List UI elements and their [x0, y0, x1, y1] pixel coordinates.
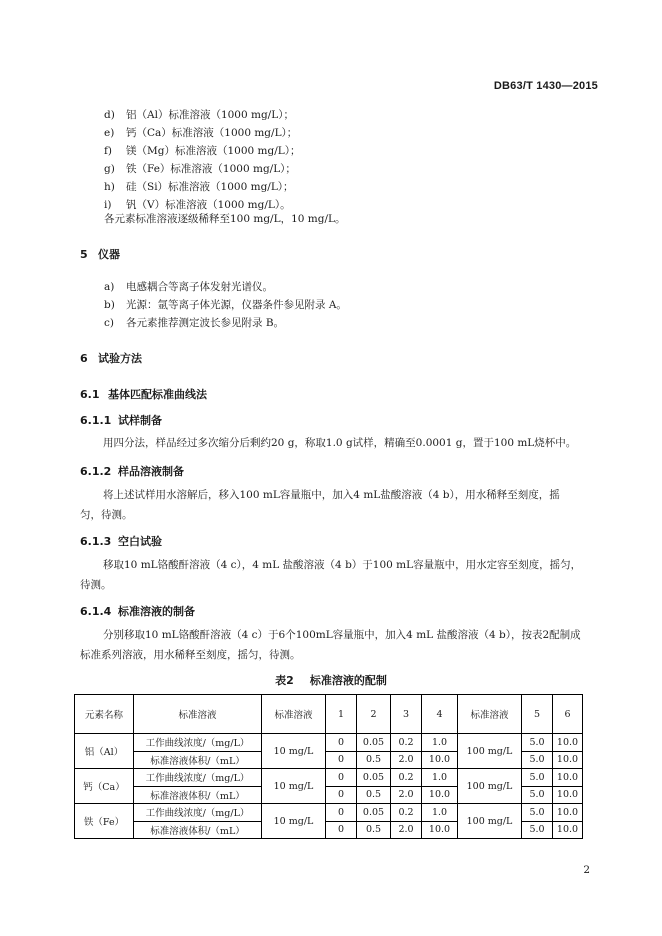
value-cell: 0	[326, 769, 357, 787]
paragraph-line: 移取10 mL铬酸酐溶液（4 c），4 mL 盐酸溶液（4 b）于100 mL容量瓶中，用水定容至刻度，摇匀，	[103, 559, 582, 571]
item-text: 光源：氩等离子体光源，仪器条件参见附录 A。	[126, 299, 347, 311]
value-cell: 10.0	[553, 751, 583, 769]
item-text: 钒（V）标准溶液（1000 mg/L）。	[126, 199, 291, 211]
std-conc-cell: 10 mg/L	[262, 769, 326, 804]
document-code: DB63/T 1430—2015	[493, 80, 598, 92]
section-6-1-2-heading	[80, 463, 184, 479]
header-col-3: 3	[391, 695, 422, 734]
std-conc-cell: 100 mg/L	[458, 804, 522, 839]
item-label: e)	[104, 127, 115, 139]
value-cell: 0.2	[391, 734, 422, 752]
value-cell: 10.0	[422, 751, 458, 769]
row-label-cell: 标准溶液体积/（mL）	[134, 751, 262, 769]
section-number: 6.1.3	[80, 535, 112, 548]
value-cell: 5.0	[522, 804, 553, 822]
paragraph-line: 将上述试样用水溶解后，移入100 mL容量瓶中，加入4 mL盐酸溶液（4 b），用水稀释至刻度，摇	[103, 489, 560, 501]
header-standard-solution: 标准溶液	[134, 695, 262, 734]
item-label: c)	[104, 317, 114, 329]
item-text: 钙（Ca）标准溶液（1000 mg/L）；	[126, 127, 298, 139]
item-text: 铝（Al）标准溶液（1000 mg/L）；	[126, 109, 294, 121]
value-cell: 5.0	[522, 821, 553, 839]
row-label-cell: 标准溶液体积/（mL）	[134, 821, 262, 839]
section-title: 试验方法	[98, 352, 142, 365]
item-label: h)	[104, 181, 115, 193]
paragraph-line: 匀，待测。	[80, 509, 133, 521]
value-cell: 5.0	[522, 769, 553, 787]
row-label-cell: 工作曲线浓度/（mg/L）	[134, 734, 262, 752]
paragraph-6-1-1	[103, 433, 576, 453]
row-label-cell: 标准溶液体积/（mL）	[134, 786, 262, 804]
table-number: 表2	[275, 674, 294, 687]
section-number: 6.1.4	[80, 605, 112, 618]
value-cell: 0	[326, 821, 357, 839]
reagent-item-g	[104, 162, 296, 176]
item-label: a)	[104, 281, 115, 293]
reagent-item-e	[104, 126, 297, 140]
item-text: 各元素推荐测定波长参见附录 B。	[126, 317, 285, 329]
paragraph-line: 待测。	[80, 579, 112, 591]
header-standard-solution-2: 标准溶液	[458, 695, 522, 734]
value-cell: 1.0	[422, 734, 458, 752]
value-cell: 10.0	[422, 786, 458, 804]
value-cell: 0	[326, 734, 357, 752]
value-cell: 0.2	[391, 804, 422, 822]
item-text: 镁（Mg）标准溶液（1000 mg/L）；	[126, 145, 301, 157]
reagent-item-d	[104, 108, 294, 122]
std-conc-cell: 10 mg/L	[262, 734, 326, 769]
element-name-cell: 铝（Al）	[75, 734, 134, 769]
item-text: 硅（Si）标准溶液（1000 mg/L）；	[126, 181, 294, 193]
std-conc-cell: 10 mg/L	[262, 804, 326, 839]
paragraph-6-1-3	[80, 555, 581, 595]
section-5-heading	[80, 246, 120, 262]
section-number: 6	[80, 352, 88, 365]
header-col-1: 1	[326, 695, 357, 734]
value-cell: 5.0	[522, 734, 553, 752]
table-title: 标准溶液的配制	[309, 674, 387, 687]
section-title: 标准溶液的制备	[118, 605, 195, 618]
value-cell: 0	[326, 751, 357, 769]
row-label-cell: 工作曲线浓度/（mg/L）	[134, 804, 262, 822]
reagent-note: 各元素标准溶液逐级稀释至100 mg/L，10 mg/L。	[104, 213, 346, 225]
value-cell: 2.0	[391, 821, 422, 839]
item-text: 铁（Fe）标准溶液（1000 mg/L）；	[126, 163, 296, 175]
std-conc-cell: 100 mg/L	[458, 734, 522, 769]
section-title: 基体匹配标准曲线法	[108, 388, 207, 401]
item-label: g)	[104, 163, 115, 175]
paragraph-line: 标准系列溶液，用水稀释至刻度，摇匀，待测。	[80, 649, 301, 661]
header-standard-solution-1: 标准溶液	[262, 695, 326, 734]
value-cell: 10.0	[553, 734, 583, 752]
value-cell: 0	[326, 786, 357, 804]
header-col-2: 2	[357, 695, 391, 734]
value-cell: 5.0	[522, 751, 553, 769]
header-element-name: 元素名称	[75, 695, 134, 734]
table-row	[75, 769, 583, 787]
value-cell: 0.5	[357, 786, 391, 804]
section-title: 样品溶液制备	[118, 465, 184, 478]
section-number: 6.1	[80, 388, 100, 401]
value-cell: 0.05	[357, 769, 391, 787]
value-cell: 0.05	[357, 804, 391, 822]
value-cell: 1.0	[422, 769, 458, 787]
instrument-item-b	[104, 298, 347, 312]
item-text: 电感耦合等离子体发射光谱仪。	[126, 281, 273, 293]
element-name-cell: 铁（Fe）	[75, 804, 134, 839]
header-col-6: 6	[553, 695, 583, 734]
value-cell: 2.0	[391, 751, 422, 769]
table-header-row	[75, 695, 583, 734]
value-cell: 0	[326, 804, 357, 822]
header-col-5: 5	[522, 695, 553, 734]
table-row	[75, 804, 583, 822]
section-6-1-1-heading	[80, 412, 162, 428]
header-col-4: 4	[422, 695, 458, 734]
page-number: 2	[583, 864, 590, 876]
section-title: 仪器	[98, 248, 120, 261]
paragraph-6-1-4	[80, 625, 581, 665]
section-title: 试样制备	[118, 414, 162, 427]
item-label: b)	[104, 299, 115, 311]
value-cell: 0.05	[357, 734, 391, 752]
value-cell: 0.5	[357, 751, 391, 769]
section-6-1-3-heading	[80, 533, 162, 549]
reagent-item-f	[104, 144, 300, 158]
value-cell: 10.0	[553, 769, 583, 787]
paragraph-6-1-2	[80, 485, 560, 525]
section-number: 6.1.2	[80, 465, 112, 478]
value-cell: 2.0	[391, 786, 422, 804]
row-label-cell: 工作曲线浓度/（mg/L）	[134, 769, 262, 787]
value-cell: 1.0	[422, 804, 458, 822]
std-conc-cell: 100 mg/L	[458, 769, 522, 804]
standard-solution-table	[74, 694, 583, 839]
value-cell: 5.0	[522, 786, 553, 804]
section-6-1-4-heading	[80, 603, 195, 619]
value-cell: 10.0	[553, 821, 583, 839]
table-caption	[0, 672, 662, 688]
paragraph-line: 分别移取10 mL铬酸酐溶液（4 c）于6个100mL容量瓶中，加入4 mL 盐酸溶液（4 b），按表2配制成	[103, 629, 581, 641]
section-6-1-heading	[80, 386, 207, 402]
reagent-item-i	[104, 198, 291, 212]
section-title: 空白试验	[118, 535, 162, 548]
value-cell: 10.0	[422, 821, 458, 839]
item-label: f)	[104, 145, 112, 157]
element-name-cell: 钙（Ca）	[75, 769, 134, 804]
paragraph-line: 用四分法，样品经过多次缩分后剩约20 g，称取1.0 g试样，精确至0.0001 g，置于100 mL烧杯中。	[103, 437, 577, 449]
instrument-item-a	[104, 280, 273, 294]
section-6-heading	[80, 350, 142, 366]
section-number: 5	[80, 248, 88, 261]
instrument-item-c	[104, 316, 284, 330]
section-number: 6.1.1	[80, 414, 112, 427]
value-cell: 10.0	[553, 804, 583, 822]
item-label: i)	[104, 199, 112, 211]
value-cell: 10.0	[553, 786, 583, 804]
value-cell: 0.5	[357, 821, 391, 839]
value-cell: 0.2	[391, 769, 422, 787]
table-row	[75, 734, 583, 752]
reagent-item-h	[104, 180, 294, 194]
item-label: d)	[104, 109, 115, 121]
